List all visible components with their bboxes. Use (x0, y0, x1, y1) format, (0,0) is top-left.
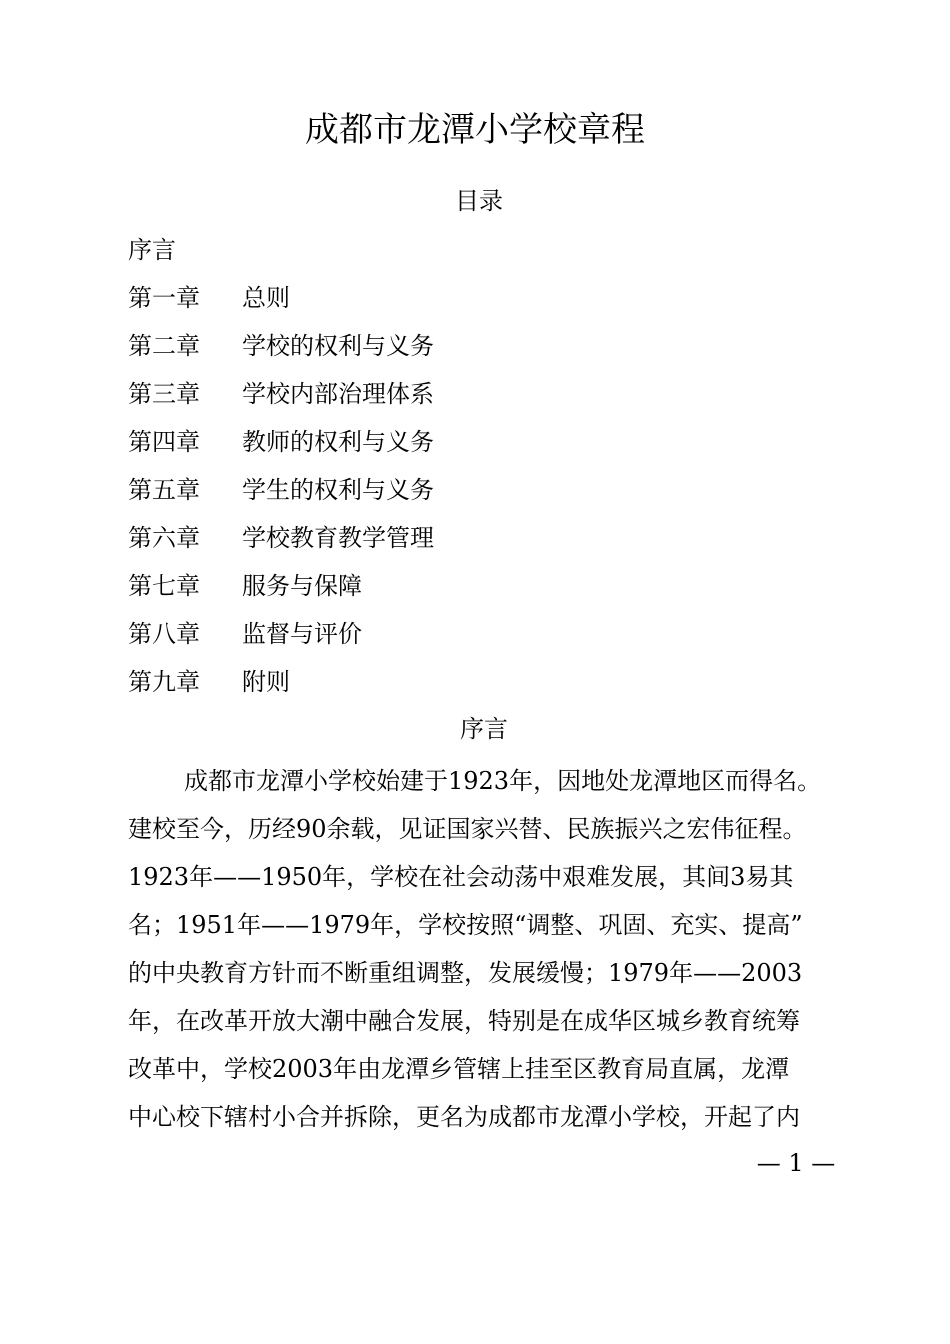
toc-item (128, 520, 434, 568)
toc-item (128, 568, 434, 616)
toc-chapter-title: 学校内部治理体系 (242, 380, 434, 408)
toc-chapter-number: 第三章 (128, 380, 200, 408)
toc-chapter-title: 服务与保障 (242, 572, 362, 600)
table-of-contents (128, 280, 434, 712)
toc-preface-entry: 序言 (128, 236, 176, 264)
toc-item (128, 616, 434, 664)
toc-chapter-title: 总则 (242, 284, 290, 312)
toc-chapter-number: 第七章 (128, 572, 200, 600)
toc-chapter-title: 学校的权利与义务 (242, 332, 434, 360)
toc-chapter-number: 第九章 (128, 668, 200, 696)
toc-chapter-number: 第一章 (128, 284, 200, 312)
toc-chapter-title: 学生的权利与义务 (242, 476, 434, 504)
toc-chapter-title: 附则 (242, 668, 290, 696)
preface-line: 的中央教育方针而不断重组调整，发展缓慢；1979年——2003 (128, 959, 803, 987)
toc-item (128, 664, 434, 712)
preface-body (128, 757, 842, 1141)
preface-line: 建校至今，历经90余载，见证国家兴替、民族振兴之宏伟征程。 (128, 815, 807, 843)
preface-line: 中心校下辖村小合并拆除，更名为成都市龙潭小学校，开起了内 (128, 1103, 800, 1131)
toc-chapter-number: 第八章 (128, 620, 200, 648)
toc-item (128, 472, 434, 520)
toc-chapter-number: 第四章 (128, 428, 200, 456)
toc-item (128, 424, 434, 472)
toc-chapter-number: 第五章 (128, 476, 200, 504)
preface-line: 年，在改革开放大潮中融合发展，特别是在成华区城乡教育统筹 (128, 1007, 800, 1035)
toc-item (128, 280, 434, 328)
preface-line: 改革中，学校2003年由龙潭乡管辖上挂至区教育局直属，龙潭 (128, 1055, 790, 1083)
preface-line: 名；1951年——1979年，学校按照“调整、巩固、充实、提高” (128, 911, 803, 939)
toc-item (128, 328, 434, 376)
preface-line: 1923年——1950年，学校在社会动荡中艰难发展，其间3易其 (128, 863, 794, 891)
table-of-contents-heading: 目录 (455, 187, 503, 215)
preface-heading: 序言 (460, 715, 508, 743)
preface-line: 成都市龙潭小学校始建于1923年，因地处龙潭地区而得名。 (184, 767, 822, 795)
document-title: 成都市龙潭小学校章程 (305, 110, 645, 150)
toc-chapter-number: 第六章 (128, 524, 200, 552)
toc-chapter-number: 第二章 (128, 332, 200, 360)
page-number: — 1 — (756, 1149, 836, 1177)
toc-chapter-title: 监督与评价 (242, 620, 362, 648)
toc-chapter-title: 学校教育教学管理 (242, 524, 434, 552)
toc-chapter-title: 教师的权利与义务 (242, 428, 434, 456)
toc-item (128, 376, 434, 424)
